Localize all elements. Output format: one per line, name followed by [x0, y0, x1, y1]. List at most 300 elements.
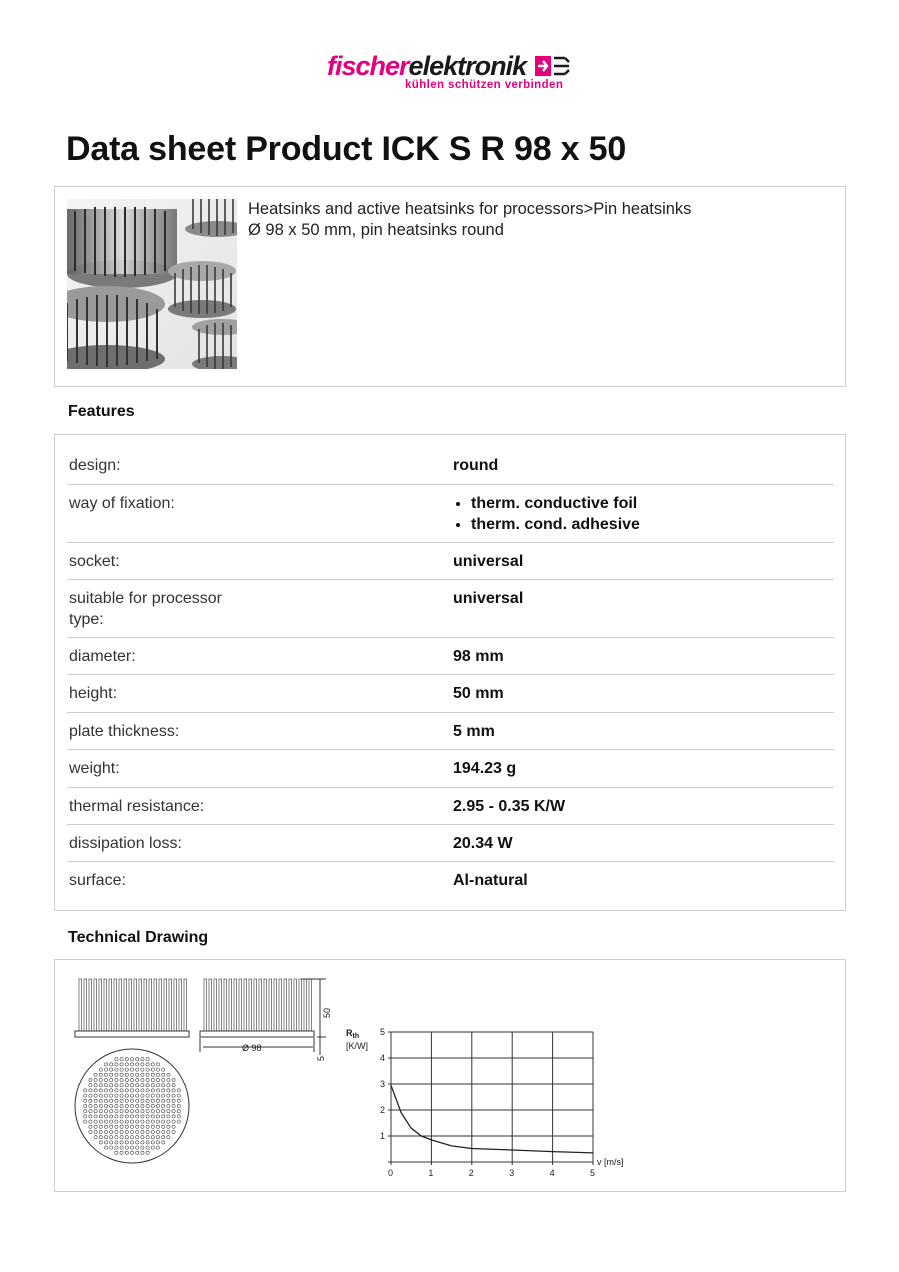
- pin-dot: [120, 1125, 123, 1128]
- pin-dot: [146, 1136, 149, 1139]
- feature-row-surface: [67, 862, 834, 900]
- pin-dot: [146, 1141, 149, 1144]
- side-view-left: [75, 979, 189, 1037]
- pin-dot: [120, 1073, 123, 1076]
- feature-row-processor: [67, 580, 834, 638]
- logo-tagline: kühlen schützen verbinden: [405, 79, 564, 91]
- dim-diameter-label: Ø 98: [242, 1043, 262, 1053]
- pin-dot: [125, 1068, 128, 1071]
- pin-dot: [162, 1073, 165, 1076]
- feature-row-thermal-resistance: [67, 788, 834, 825]
- company-logo: [327, 52, 577, 94]
- pin-dot: [84, 1120, 87, 1123]
- pin-dot: [125, 1099, 128, 1102]
- pin-dot: [115, 1058, 118, 1061]
- chart-tick-y: 3: [380, 1079, 386, 1089]
- product-description: [248, 199, 691, 241]
- pin-dot: [110, 1099, 113, 1102]
- pin-dot: [167, 1136, 170, 1139]
- feature-label: weight:: [69, 760, 120, 777]
- pin-dot: [172, 1125, 175, 1128]
- pin-dot: [99, 1125, 102, 1128]
- pin-line: [264, 979, 267, 1031]
- pin-dot: [94, 1094, 97, 1097]
- pin-dot: [99, 1084, 102, 1087]
- pin-dot: [120, 1120, 123, 1123]
- pin-dot: [162, 1099, 165, 1102]
- pin-dot: [115, 1151, 118, 1154]
- pin-dot: [146, 1058, 149, 1061]
- chart-yunit: [K/W]: [346, 1041, 368, 1051]
- pin-line: [239, 979, 242, 1031]
- chart-tick-x: 5: [590, 1168, 596, 1178]
- pin-line: [99, 979, 102, 1031]
- pin-dot: [146, 1104, 149, 1107]
- pin-dot: [130, 1136, 133, 1139]
- pin-dot: [141, 1146, 144, 1149]
- pin-dot: [172, 1094, 175, 1097]
- pin-dot: [151, 1099, 154, 1102]
- feature-label: plate thickness:: [69, 723, 180, 740]
- pin-dot: [177, 1104, 180, 1107]
- pin-dot: [130, 1089, 133, 1092]
- pin-dot: [89, 1120, 92, 1123]
- pin-dot: [130, 1141, 133, 1144]
- pin-dot: [94, 1089, 97, 1092]
- pin-line: [119, 979, 122, 1031]
- pin-line: [89, 979, 92, 1031]
- pin-dot: [120, 1110, 123, 1113]
- pin-dot: [110, 1078, 113, 1081]
- pin-dot: [141, 1073, 144, 1076]
- pin-dot: [115, 1146, 118, 1149]
- pin-dot: [156, 1099, 159, 1102]
- pin-dot: [120, 1089, 123, 1092]
- pin-dot: [89, 1089, 92, 1092]
- pin-dot: [89, 1104, 92, 1107]
- pin-line: [109, 979, 112, 1031]
- pin-dot: [151, 1146, 154, 1149]
- pin-dot: [151, 1068, 154, 1071]
- pin-dot: [141, 1141, 144, 1144]
- pin-line: [304, 979, 307, 1031]
- pin-dot: [115, 1068, 118, 1071]
- pin-dot: [146, 1099, 149, 1102]
- pin-dot: [94, 1084, 97, 1087]
- pin-dot: [146, 1125, 149, 1128]
- pin-dot: [156, 1120, 159, 1123]
- pin-dot: [104, 1099, 107, 1102]
- top-view: [75, 1049, 189, 1163]
- pin-dot: [136, 1120, 139, 1123]
- pin-dot: [136, 1068, 139, 1071]
- pin-dot: [130, 1120, 133, 1123]
- chart-tick-y: 2: [380, 1105, 386, 1115]
- pin-dot: [104, 1110, 107, 1113]
- pin-dot: [104, 1078, 107, 1081]
- pin-dot: [162, 1094, 165, 1097]
- pin-dot: [125, 1146, 128, 1149]
- pin-dot: [115, 1089, 118, 1092]
- pin-dot: [104, 1136, 107, 1139]
- pin-dot: [120, 1104, 123, 1107]
- pin-dot: [99, 1141, 102, 1144]
- pin-line: [204, 979, 207, 1031]
- pin-dot: [162, 1078, 165, 1081]
- feature-value: 2.95 - 0.35 K/W: [453, 798, 566, 815]
- pin-dot: [162, 1104, 165, 1107]
- pin-dot: [151, 1120, 154, 1123]
- pin-dot: [172, 1110, 175, 1113]
- pin-dot: [141, 1058, 144, 1061]
- pin-dot: [136, 1146, 139, 1149]
- pin-dot: [151, 1110, 154, 1113]
- pin-line: [234, 979, 237, 1031]
- technical-drawing: [54, 959, 846, 1192]
- pin-dot: [136, 1099, 139, 1102]
- pin-dot: [89, 1078, 92, 1081]
- pin-line: [284, 979, 287, 1031]
- pin-dot: [151, 1136, 154, 1139]
- pin-dot: [125, 1104, 128, 1107]
- pin-dot: [167, 1084, 170, 1087]
- pin-line: [84, 979, 87, 1031]
- pin-dot: [167, 1099, 170, 1102]
- pin-dot: [146, 1094, 149, 1097]
- pin-dot: [167, 1094, 170, 1097]
- pin-dot: [115, 1094, 118, 1097]
- pin-dot: [104, 1094, 107, 1097]
- pin-dot: [130, 1115, 133, 1118]
- pin-dot: [110, 1120, 113, 1123]
- pin-dot: [104, 1104, 107, 1107]
- pin-dot: [141, 1094, 144, 1097]
- pin-dot: [146, 1073, 149, 1076]
- pin-dot: [99, 1104, 102, 1107]
- pin-dot: [162, 1089, 165, 1092]
- feature-label: suitable for processor type:: [69, 590, 222, 628]
- pin-dot: [99, 1078, 102, 1081]
- pin-dot: [99, 1130, 102, 1133]
- product-category: Heatsinks and active heatsinks for processors>Pin heatsinks: [248, 200, 692, 218]
- pin-dot: [84, 1094, 87, 1097]
- feature-row-plate-thickness: [67, 713, 834, 750]
- chart-ylabel: $R_{th}$: [346, 1028, 360, 1040]
- drawing-heading: Technical Drawing: [68, 929, 209, 946]
- pin-dot: [99, 1094, 102, 1097]
- pin-dot: [104, 1073, 107, 1076]
- pin-dot: [125, 1058, 128, 1061]
- pin-dot: [120, 1099, 123, 1102]
- chart-tick-x: 0: [388, 1168, 394, 1178]
- pin-dot: [156, 1084, 159, 1087]
- pin-line: [94, 979, 97, 1031]
- pin-dot: [104, 1141, 107, 1144]
- features-heading: Features: [68, 403, 135, 420]
- pin-dot: [136, 1130, 139, 1133]
- pin-dot: [141, 1130, 144, 1133]
- pin-dot: [167, 1089, 170, 1092]
- feature-row-diameter: [67, 638, 834, 675]
- pin-dot: [130, 1099, 133, 1102]
- pin-line: [209, 979, 212, 1031]
- pin-dot: [125, 1094, 128, 1097]
- pin-dot: [120, 1146, 123, 1149]
- pin-dot: [125, 1110, 128, 1113]
- page-title: Data sheet Product ICK S R 98 x 50: [66, 130, 627, 168]
- pin-dot: [94, 1073, 97, 1076]
- pin-dot: [141, 1084, 144, 1087]
- pin-dot: [146, 1146, 149, 1149]
- pin-dot: [104, 1115, 107, 1118]
- pin-dot: [99, 1115, 102, 1118]
- pin-dot: [120, 1063, 123, 1066]
- pin-dot: [115, 1084, 118, 1087]
- pin-dot: [110, 1104, 113, 1107]
- pin-dot: [94, 1104, 97, 1107]
- list-item: • therm. cond. adhesive: [471, 514, 640, 535]
- pin-dot: [130, 1125, 133, 1128]
- pin-dot: [110, 1146, 113, 1149]
- chart-tick-x: 3: [509, 1168, 515, 1178]
- pin-line: [164, 979, 167, 1031]
- pin-dot: [120, 1094, 123, 1097]
- pin-dot: [104, 1063, 107, 1066]
- pin-dot: [156, 1146, 159, 1149]
- pin-line: [259, 979, 262, 1031]
- chart-tick-y: 5: [380, 1027, 386, 1037]
- pin-dot: [94, 1078, 97, 1081]
- pin-dot: [99, 1099, 102, 1102]
- pin-dot: [146, 1130, 149, 1133]
- feature-row-design: [67, 447, 834, 485]
- pin-dot: [120, 1078, 123, 1081]
- pin-dot: [130, 1130, 133, 1133]
- pin-dot: [172, 1099, 175, 1102]
- pin-dot: [120, 1068, 123, 1071]
- pin-dot: [177, 1110, 180, 1113]
- dim-plate-label: 5: [316, 1055, 326, 1061]
- pin-dot: [110, 1141, 113, 1144]
- product-dimensions: Ø 98 x 50 mm, pin heatsinks round: [248, 221, 504, 239]
- pin-dot: [151, 1089, 154, 1092]
- feature-label: dissipation loss:: [69, 835, 182, 852]
- pin-dot: [167, 1120, 170, 1123]
- pin-dot: [156, 1115, 159, 1118]
- pin-dot: [120, 1115, 123, 1118]
- pin-dot: [110, 1084, 113, 1087]
- technical-drawing-svg: [55, 960, 845, 1191]
- chart-tick-x: 1: [428, 1168, 434, 1178]
- pin-line: [154, 979, 157, 1031]
- features-table: [54, 434, 846, 911]
- pin-dot: [130, 1068, 133, 1071]
- feature-row-weight: [67, 750, 834, 788]
- pin-dot: [146, 1068, 149, 1071]
- pin-dot: [167, 1110, 170, 1113]
- pin-dot: [84, 1115, 87, 1118]
- pin-line: [134, 979, 137, 1031]
- pin-dot: [151, 1078, 154, 1081]
- pin-dot: [110, 1136, 113, 1139]
- pin-dot: [125, 1141, 128, 1144]
- logo-arrow-icon: [535, 55, 577, 77]
- pin-dot: [115, 1073, 118, 1076]
- pin-line: [174, 979, 177, 1031]
- feature-value: universal: [453, 590, 524, 607]
- pin-dot: [89, 1115, 92, 1118]
- pin-dot: [130, 1146, 133, 1149]
- pin-line: [274, 979, 277, 1031]
- pin-dot: [141, 1068, 144, 1071]
- pin-dot: [120, 1058, 123, 1061]
- pin-dot: [89, 1125, 92, 1128]
- pin-dot: [110, 1094, 113, 1097]
- pin-dot: [120, 1151, 123, 1154]
- pin-dot: [136, 1094, 139, 1097]
- pin-dot: [167, 1104, 170, 1107]
- pin-line: [139, 979, 142, 1031]
- pin-line: [299, 979, 302, 1031]
- pin-dot: [136, 1073, 139, 1076]
- pin-dot: [136, 1110, 139, 1113]
- pin-dot: [120, 1136, 123, 1139]
- pin-dot: [177, 1120, 180, 1123]
- pin-dot: [84, 1099, 87, 1102]
- feature-row-fixation: [67, 485, 834, 543]
- pin-dot: [172, 1084, 175, 1087]
- pin-dot: [177, 1099, 180, 1102]
- product-intro: [54, 186, 846, 387]
- pin-dot: [172, 1104, 175, 1107]
- pin-dot: [167, 1073, 170, 1076]
- pin-dot: [172, 1115, 175, 1118]
- pin-line: [229, 979, 232, 1031]
- pin-dot: [162, 1141, 165, 1144]
- pin-dot: [162, 1110, 165, 1113]
- chart-tick-x: 4: [549, 1168, 555, 1178]
- pin-dot: [104, 1130, 107, 1133]
- pin-line: [149, 979, 152, 1031]
- dim-height-label: 50: [322, 1007, 332, 1018]
- pin-dot: [130, 1063, 133, 1066]
- pin-dot: [104, 1120, 107, 1123]
- pin-dot: [151, 1063, 154, 1066]
- pin-dot: [151, 1115, 154, 1118]
- pin-dot: [156, 1073, 159, 1076]
- pin-dot: [110, 1110, 113, 1113]
- pin-dot: [110, 1125, 113, 1128]
- pin-dot: [151, 1094, 154, 1097]
- list-item: • therm. conductive foil: [471, 493, 640, 514]
- pin-dot: [136, 1078, 139, 1081]
- pin-dot: [130, 1084, 133, 1087]
- pin-line: [124, 979, 127, 1031]
- side-view-dimensioned: [200, 979, 326, 1055]
- rth-chart: [346, 1027, 624, 1178]
- pin-dot: [110, 1073, 113, 1076]
- pin-dot: [141, 1136, 144, 1139]
- pin-line: [309, 979, 312, 1031]
- pin-line: [169, 979, 172, 1031]
- pin-dot: [99, 1089, 102, 1092]
- pin-dot: [84, 1110, 87, 1113]
- feature-label: surface:: [69, 872, 126, 889]
- pin-dot: [146, 1078, 149, 1081]
- pin-dot: [151, 1125, 154, 1128]
- pin-dot: [156, 1068, 159, 1071]
- pin-dot: [125, 1151, 128, 1154]
- pin-line: [294, 979, 297, 1031]
- rth-curve: [391, 1085, 593, 1153]
- pin-dot: [162, 1115, 165, 1118]
- pin-dot: [146, 1115, 149, 1118]
- feature-value: round: [453, 457, 499, 474]
- pin-dot: [99, 1110, 102, 1113]
- chart-tick-x: 2: [468, 1168, 474, 1178]
- pin-dot: [130, 1073, 133, 1076]
- pin-dot: [125, 1089, 128, 1092]
- pin-dot: [136, 1151, 139, 1154]
- pin-dot: [115, 1078, 118, 1081]
- pin-line: [179, 979, 182, 1031]
- pin-dot: [84, 1089, 87, 1092]
- pin-dot: [130, 1058, 133, 1061]
- pin-dot: [84, 1104, 87, 1107]
- product-image: [67, 199, 237, 369]
- feature-value-list: [453, 493, 640, 535]
- pin-dot: [94, 1136, 97, 1139]
- pin-dot: [141, 1099, 144, 1102]
- pin-dot: [151, 1073, 154, 1076]
- pin-line: [159, 979, 162, 1031]
- pin-dot: [156, 1104, 159, 1107]
- pin-dot: [115, 1110, 118, 1113]
- pin-dot: [151, 1130, 154, 1133]
- pin-dot: [141, 1110, 144, 1113]
- pin-dot: [141, 1115, 144, 1118]
- pin-dot: [125, 1125, 128, 1128]
- pin-dot: [130, 1110, 133, 1113]
- pin-dot: [172, 1078, 175, 1081]
- feature-row-height: [67, 675, 834, 713]
- feature-row-dissipation-loss: [67, 825, 834, 862]
- pin-dot: [141, 1120, 144, 1123]
- pin-line: [224, 979, 227, 1031]
- pin-dot: [110, 1063, 113, 1066]
- pin-dot: [120, 1130, 123, 1133]
- pin-dot: [146, 1084, 149, 1087]
- pin-dot: [99, 1136, 102, 1139]
- pin-dot: [104, 1125, 107, 1128]
- pin-dot: [136, 1141, 139, 1144]
- pin-line: [254, 979, 257, 1031]
- feature-value: universal: [453, 553, 524, 570]
- pin-dot: [162, 1120, 165, 1123]
- pin-dot: [172, 1089, 175, 1092]
- pin-line: [79, 979, 82, 1031]
- feature-label: height:: [69, 685, 118, 702]
- pin-dot: [136, 1136, 139, 1139]
- pin-dot: [162, 1136, 165, 1139]
- pin-dot: [177, 1115, 180, 1118]
- pin-dot: [146, 1089, 149, 1092]
- pin-line: [104, 979, 107, 1031]
- pin-dot: [172, 1130, 175, 1133]
- pin-dot: [162, 1130, 165, 1133]
- pin-dot: [162, 1084, 165, 1087]
- pin-dot: [141, 1151, 144, 1154]
